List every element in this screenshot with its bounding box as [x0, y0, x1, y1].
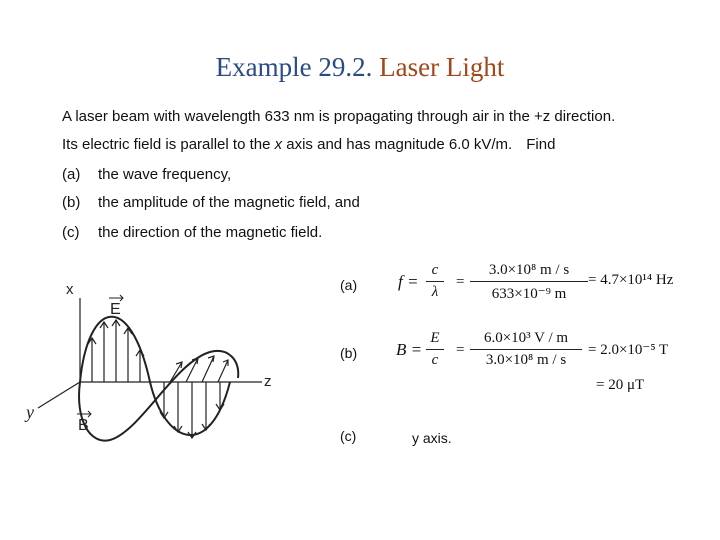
answer-a-frac1-den: λ — [431, 284, 439, 300]
e-vector-label: E — [110, 301, 121, 318]
problem-item-label: (b) — [62, 194, 81, 211]
answer-b-frac1-num: E — [430, 330, 440, 346]
answer-c-text: y axis. — [412, 430, 452, 446]
problem-item-text: the wave frequency, — [98, 166, 232, 183]
answer-a-frac2-num: 3.0×10⁸ m / s — [488, 262, 570, 278]
answer-b-eq: = — [456, 342, 465, 358]
title-prefix: Example 29.2. — [215, 52, 373, 82]
answer-a-label: (a) — [340, 277, 358, 293]
answer-a-frac1-num: c — [431, 262, 439, 278]
b-field-arrows — [170, 356, 228, 382]
answer-a-frac2 — [470, 262, 588, 303]
answer-b-frac2-den: 3.0×10⁸ m / s — [485, 352, 567, 368]
b-field-wave — [79, 351, 238, 441]
z-axis-label: z — [264, 373, 272, 390]
answer-a-result: = 4.7×10¹⁴ Hz — [588, 272, 674, 288]
problem-line-2b: axis and has magnitude 6.0 kV/m. — [282, 136, 513, 153]
e-field-wave — [80, 317, 230, 435]
answer-b-frac1 — [426, 330, 444, 369]
b-vector-label: B — [78, 417, 89, 434]
answer-c-label: (c) — [340, 428, 357, 444]
problem-item-text: the direction of the magnetic field. — [98, 224, 323, 241]
problem-line-2a: Its electric field is parallel to the — [62, 136, 275, 153]
answer-a-frac2-den: 633×10⁻⁹ m — [491, 286, 567, 302]
answer-a-eq: = — [456, 274, 465, 290]
problem-item-label: (c) — [62, 224, 80, 241]
x-axis-label: x — [66, 281, 74, 298]
problem-line-1: A laser beam with wavelength 633 nm is propagating through air in the +z direction. — [62, 108, 616, 125]
problem-line-2-var: x — [274, 136, 283, 153]
answer-b-frac2 — [470, 330, 582, 369]
title-accent: Laser Light — [379, 52, 505, 82]
answer-a-frac1 — [426, 262, 444, 301]
problem-item-text: the amplitude of the magnetic field, and — [98, 194, 360, 211]
problem-item-label: (a) — [62, 166, 81, 183]
answer-b-result2: = 20 μT — [596, 377, 645, 393]
y-axis-label: y — [26, 402, 34, 422]
answer-a-lhs: f = — [398, 272, 419, 291]
answer-b-frac1-den: c — [431, 352, 439, 368]
y-axis-line — [38, 382, 80, 408]
em-wave-diagram — [0, 0, 300, 460]
answer-b-frac2-num: 6.0×10³ V / m — [483, 330, 569, 346]
answer-b-lhs: B = — [396, 340, 423, 359]
answer-b-label: (b) — [340, 345, 358, 361]
answer-b-result: = 2.0×10⁻⁵ T — [588, 342, 669, 358]
problem-find: Find — [526, 136, 556, 153]
